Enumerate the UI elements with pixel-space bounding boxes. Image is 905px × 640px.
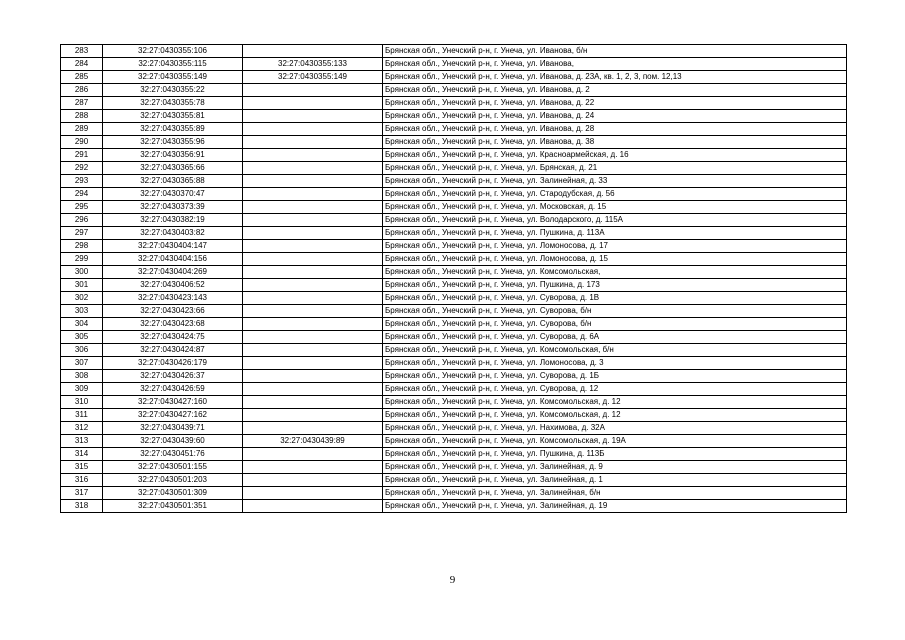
cell-address: Брянская обл., Унечский р-н, г. Унеча, ул. Брянская, д. 21 bbox=[383, 162, 847, 175]
cell-number: 295 bbox=[61, 201, 103, 214]
cell-related-cadastral-number bbox=[243, 422, 383, 435]
cell-cadastral-number: 32:27:0430365:88 bbox=[103, 175, 243, 188]
cell-address: Брянская обл., Унечский р-н, г. Унеча, ул. Иванова, bbox=[383, 58, 847, 71]
cell-address: Брянская обл., Унечский р-н, г. Унеча, ул. Комсомольская, д. 19А bbox=[383, 435, 847, 448]
cell-address: Брянская обл., Унечский р-н, г. Унеча, ул. Суворова, б/н bbox=[383, 305, 847, 318]
cell-address: Брянская обл., Унечский р-н, г. Унеча, ул. Залинейная, д. 1 bbox=[383, 474, 847, 487]
cell-address: Брянская обл., Унечский р-н, г. Унеча, ул. Московская, д. 15 bbox=[383, 201, 847, 214]
table-row bbox=[61, 370, 847, 383]
cell-address: Брянская обл., Унечский р-н, г. Унеча, ул. Суворова, д. 6А bbox=[383, 331, 847, 344]
cell-cadastral-number: 32:27:0430501:309 bbox=[103, 487, 243, 500]
table-row bbox=[61, 318, 847, 331]
cell-address: Брянская обл., Унечский р-н, г. Унеча, ул. Ломоносова, д. 15 bbox=[383, 253, 847, 266]
cell-address: Брянская обл., Унечский р-н, г. Унеча, ул. Залинейная, д. 19 bbox=[383, 500, 847, 513]
cell-cadastral-number: 32:27:0430355:106 bbox=[103, 45, 243, 58]
cell-number: 293 bbox=[61, 175, 103, 188]
cell-number: 302 bbox=[61, 292, 103, 305]
cell-address: Брянская обл., Унечский р-н, г. Унеча, ул. Залинейная, д. 33 bbox=[383, 175, 847, 188]
cell-cadastral-number: 32:27:0430355:78 bbox=[103, 97, 243, 110]
cell-related-cadastral-number bbox=[243, 201, 383, 214]
cell-address: Брянская обл., Унечский р-н, г. Унеча, ул. Комсомольская, д. 12 bbox=[383, 409, 847, 422]
cell-number: 299 bbox=[61, 253, 103, 266]
table-row bbox=[61, 435, 847, 448]
cell-address: Брянская обл., Унечский р-н, г. Унеча, ул. Суворова, д. 1В bbox=[383, 292, 847, 305]
cell-cadastral-number: 32:27:0430501:351 bbox=[103, 500, 243, 513]
cell-address: Брянская обл., Унечский р-н, г. Унеча, ул. Суворова, б/н bbox=[383, 318, 847, 331]
cell-related-cadastral-number bbox=[243, 214, 383, 227]
cell-number: 285 bbox=[61, 71, 103, 84]
cell-related-cadastral-number: 32:27:0430439:89 bbox=[243, 435, 383, 448]
cell-related-cadastral-number bbox=[243, 461, 383, 474]
cell-number: 311 bbox=[61, 409, 103, 422]
cell-related-cadastral-number bbox=[243, 370, 383, 383]
cell-related-cadastral-number bbox=[243, 448, 383, 461]
cell-number: 292 bbox=[61, 162, 103, 175]
cell-related-cadastral-number bbox=[243, 409, 383, 422]
cell-related-cadastral-number bbox=[243, 318, 383, 331]
table-row bbox=[61, 136, 847, 149]
cell-related-cadastral-number bbox=[243, 305, 383, 318]
cell-number: 317 bbox=[61, 487, 103, 500]
table-row bbox=[61, 45, 847, 58]
cell-related-cadastral-number bbox=[243, 110, 383, 123]
cell-related-cadastral-number bbox=[243, 344, 383, 357]
cell-address: Брянская обл., Унечский р-н, г. Унеча, ул. Пушкина, д. 173 bbox=[383, 279, 847, 292]
cell-address: Брянская обл., Унечский р-н, г. Унеча, ул. Суворова, д. 1Б bbox=[383, 370, 847, 383]
cell-cadastral-number: 32:27:0430439:60 bbox=[103, 435, 243, 448]
table-row bbox=[61, 201, 847, 214]
cadastral-table bbox=[60, 44, 847, 513]
cell-related-cadastral-number: 32:27:0430355:149 bbox=[243, 71, 383, 84]
cell-related-cadastral-number bbox=[243, 266, 383, 279]
cell-cadastral-number: 32:27:0430424:75 bbox=[103, 331, 243, 344]
cell-number: 316 bbox=[61, 474, 103, 487]
cell-related-cadastral-number bbox=[243, 188, 383, 201]
cell-number: 301 bbox=[61, 279, 103, 292]
table-row bbox=[61, 58, 847, 71]
cell-cadastral-number: 32:27:0430355:96 bbox=[103, 136, 243, 149]
table-row bbox=[61, 123, 847, 136]
cell-related-cadastral-number bbox=[243, 396, 383, 409]
cell-number: 306 bbox=[61, 344, 103, 357]
table-row bbox=[61, 409, 847, 422]
cell-cadastral-number: 32:27:0430373:39 bbox=[103, 201, 243, 214]
cell-cadastral-number: 32:27:0430355:149 bbox=[103, 71, 243, 84]
cell-related-cadastral-number bbox=[243, 175, 383, 188]
cell-number: 305 bbox=[61, 331, 103, 344]
cell-address: Брянская обл., Унечский р-н, г. Унеча, ул. Иванова, д. 22 bbox=[383, 97, 847, 110]
cell-cadastral-number: 32:27:0430406:52 bbox=[103, 279, 243, 292]
cell-cadastral-number: 32:27:0430426:37 bbox=[103, 370, 243, 383]
cell-address: Брянская обл., Унечский р-н, г. Унеча, ул. Комсомольская, д. 12 bbox=[383, 396, 847, 409]
cell-cadastral-number: 32:27:0430501:203 bbox=[103, 474, 243, 487]
cell-number: 290 bbox=[61, 136, 103, 149]
cell-cadastral-number: 32:27:0430426:179 bbox=[103, 357, 243, 370]
cell-related-cadastral-number bbox=[243, 292, 383, 305]
cell-address: Брянская обл., Унечский р-н, г. Унеча, ул. Залинейная, д. 9 bbox=[383, 461, 847, 474]
cell-cadastral-number: 32:27:0430404:156 bbox=[103, 253, 243, 266]
table-row bbox=[61, 110, 847, 123]
cell-cadastral-number: 32:27:0430426:59 bbox=[103, 383, 243, 396]
cell-cadastral-number: 32:27:0430404:147 bbox=[103, 240, 243, 253]
cell-number: 303 bbox=[61, 305, 103, 318]
cell-related-cadastral-number bbox=[243, 253, 383, 266]
cell-address: Брянская обл., Унечский р-н, г. Унеча, ул. Залинейная, б/н bbox=[383, 487, 847, 500]
cell-cadastral-number: 32:27:0430355:22 bbox=[103, 84, 243, 97]
cell-cadastral-number: 32:27:0430355:115 bbox=[103, 58, 243, 71]
table-row bbox=[61, 227, 847, 240]
cell-cadastral-number: 32:27:0430370:47 bbox=[103, 188, 243, 201]
cell-cadastral-number: 32:27:0430355:89 bbox=[103, 123, 243, 136]
cell-related-cadastral-number bbox=[243, 279, 383, 292]
cell-related-cadastral-number bbox=[243, 500, 383, 513]
cell-address: Брянская обл., Унечский р-н, г. Унеча, ул. Ломоносова, д. 17 bbox=[383, 240, 847, 253]
cell-related-cadastral-number bbox=[243, 227, 383, 240]
cell-number: 312 bbox=[61, 422, 103, 435]
cell-cadastral-number: 32:27:0430356:91 bbox=[103, 149, 243, 162]
cell-number: 291 bbox=[61, 149, 103, 162]
table-row bbox=[61, 344, 847, 357]
cell-related-cadastral-number bbox=[243, 331, 383, 344]
cell-related-cadastral-number bbox=[243, 240, 383, 253]
cell-related-cadastral-number bbox=[243, 149, 383, 162]
table-row bbox=[61, 474, 847, 487]
cell-number: 308 bbox=[61, 370, 103, 383]
cell-number: 307 bbox=[61, 357, 103, 370]
cell-number: 318 bbox=[61, 500, 103, 513]
cell-address: Брянская обл., Унечский р-н, г. Унеча, ул. Володарского, д. 115А bbox=[383, 214, 847, 227]
table-body bbox=[61, 45, 847, 513]
table-row bbox=[61, 253, 847, 266]
cell-related-cadastral-number bbox=[243, 136, 383, 149]
cell-number: 297 bbox=[61, 227, 103, 240]
cell-cadastral-number: 32:27:0430423:68 bbox=[103, 318, 243, 331]
cell-number: 294 bbox=[61, 188, 103, 201]
cell-number: 287 bbox=[61, 97, 103, 110]
cell-address: Брянская обл., Унечский р-н, г. Унеча, ул. Ломоносова, д. 3 bbox=[383, 357, 847, 370]
cell-address: Брянская обл., Унечский р-н, г. Унеча, ул. Суворова, д. 12 bbox=[383, 383, 847, 396]
cell-number: 284 bbox=[61, 58, 103, 71]
cell-address: Брянская обл., Унечский р-н, г. Унеча, ул. Иванова, д. 38 bbox=[383, 136, 847, 149]
table-row bbox=[61, 266, 847, 279]
cell-cadastral-number: 32:27:0430365:66 bbox=[103, 162, 243, 175]
cell-number: 288 bbox=[61, 110, 103, 123]
cell-address: Брянская обл., Унечский р-н, г. Унеча, ул. Комсомольская, bbox=[383, 266, 847, 279]
cell-number: 313 bbox=[61, 435, 103, 448]
cell-cadastral-number: 32:27:0430451:76 bbox=[103, 448, 243, 461]
table-row bbox=[61, 175, 847, 188]
cell-address: Брянская обл., Унечский р-н, г. Унеча, ул. Пушкина, д. 113Б bbox=[383, 448, 847, 461]
cell-number: 300 bbox=[61, 266, 103, 279]
cell-address: Брянская обл., Унечский р-н, г. Унеча, ул. Иванова, д. 23А, кв. 1, 2, 3, пом. 12,13 bbox=[383, 71, 847, 84]
cell-address: Брянская обл., Унечский р-н, г. Унеча, ул. Иванова, д. 2 bbox=[383, 84, 847, 97]
table-row bbox=[61, 188, 847, 201]
cell-related-cadastral-number bbox=[243, 123, 383, 136]
table-row bbox=[61, 500, 847, 513]
cell-related-cadastral-number: 32:27:0430355:133 bbox=[243, 58, 383, 71]
cell-number: 289 bbox=[61, 123, 103, 136]
cell-related-cadastral-number bbox=[243, 383, 383, 396]
cell-cadastral-number: 32:27:0430439:71 bbox=[103, 422, 243, 435]
cell-number: 283 bbox=[61, 45, 103, 58]
table-row bbox=[61, 331, 847, 344]
cell-address: Брянская обл., Унечский р-н, г. Унеча, ул. Стародубская, д. 56 bbox=[383, 188, 847, 201]
table-row bbox=[61, 214, 847, 227]
table-row bbox=[61, 240, 847, 253]
cell-number: 298 bbox=[61, 240, 103, 253]
cell-related-cadastral-number bbox=[243, 45, 383, 58]
cell-related-cadastral-number bbox=[243, 357, 383, 370]
cell-related-cadastral-number bbox=[243, 487, 383, 500]
cell-address: Брянская обл., Унечский р-н, г. Унеча, ул. Красноармейская, д. 16 bbox=[383, 149, 847, 162]
page-number: 9 bbox=[449, 574, 456, 586]
cell-related-cadastral-number bbox=[243, 474, 383, 487]
cell-address: Брянская обл., Унечский р-н, г. Унеча, ул. Иванова, д. 28 bbox=[383, 123, 847, 136]
cell-cadastral-number: 32:27:0430403:82 bbox=[103, 227, 243, 240]
cell-address: Брянская обл., Унечский р-н, г. Унеча, ул. Нахимова, д. 32А bbox=[383, 422, 847, 435]
table-row bbox=[61, 149, 847, 162]
cell-cadastral-number: 32:27:0430423:66 bbox=[103, 305, 243, 318]
cell-cadastral-number: 32:27:0430382:19 bbox=[103, 214, 243, 227]
cell-cadastral-number: 32:27:0430501:155 bbox=[103, 461, 243, 474]
cell-number: 296 bbox=[61, 214, 103, 227]
cell-related-cadastral-number bbox=[243, 162, 383, 175]
cell-address: Брянская обл., Унечский р-н, г. Унеча, ул. Пушкина, д. 113А bbox=[383, 227, 847, 240]
table-row bbox=[61, 305, 847, 318]
cell-related-cadastral-number bbox=[243, 84, 383, 97]
table-row bbox=[61, 162, 847, 175]
table-row bbox=[61, 357, 847, 370]
table-row bbox=[61, 422, 847, 435]
table-row bbox=[61, 487, 847, 500]
table-row bbox=[61, 97, 847, 110]
cell-cadastral-number: 32:27:0430404:269 bbox=[103, 266, 243, 279]
cell-number: 310 bbox=[61, 396, 103, 409]
table-row bbox=[61, 448, 847, 461]
table-row bbox=[61, 461, 847, 474]
table-row bbox=[61, 84, 847, 97]
cell-number: 314 bbox=[61, 448, 103, 461]
cell-number: 304 bbox=[61, 318, 103, 331]
cell-cadastral-number: 32:27:0430427:160 bbox=[103, 396, 243, 409]
cell-number: 315 bbox=[61, 461, 103, 474]
table-row bbox=[61, 396, 847, 409]
table-row bbox=[61, 71, 847, 84]
cell-related-cadastral-number bbox=[243, 97, 383, 110]
table-row bbox=[61, 292, 847, 305]
table-row bbox=[61, 383, 847, 396]
cell-number: 309 bbox=[61, 383, 103, 396]
cell-address: Брянская обл., Унечский р-н, г. Унеча, ул. Иванова, б/н bbox=[383, 45, 847, 58]
cell-address: Брянская обл., Унечский р-н, г. Унеча, ул. Комсомольская, б/н bbox=[383, 344, 847, 357]
cell-cadastral-number: 32:27:0430423:143 bbox=[103, 292, 243, 305]
table-row bbox=[61, 279, 847, 292]
cell-number: 286 bbox=[61, 84, 103, 97]
cell-cadastral-number: 32:27:0430355:81 bbox=[103, 110, 243, 123]
cell-address: Брянская обл., Унечский р-н, г. Унеча, ул. Иванова, д. 24 bbox=[383, 110, 847, 123]
cell-cadastral-number: 32:27:0430424:87 bbox=[103, 344, 243, 357]
cell-cadastral-number: 32:27:0430427:162 bbox=[103, 409, 243, 422]
